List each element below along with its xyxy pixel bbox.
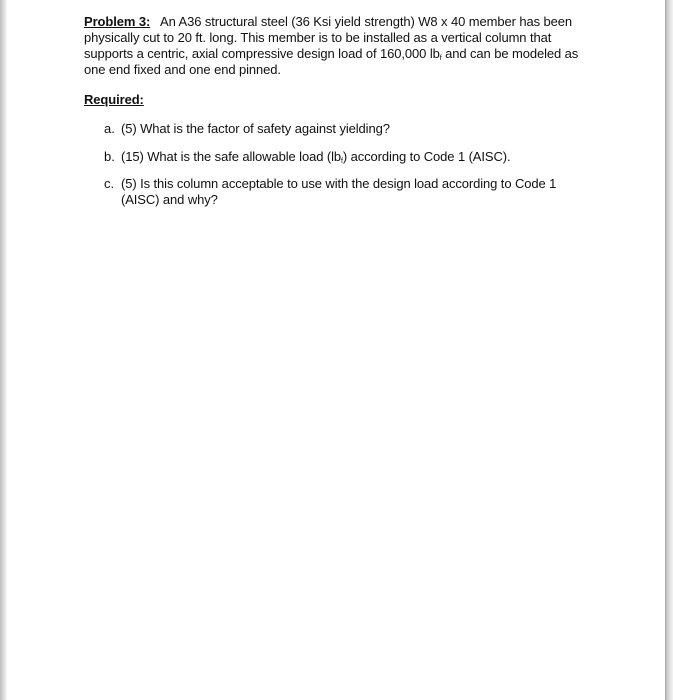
item-b-marker: b. (104, 149, 115, 164)
page-shadow-left (0, 0, 7, 700)
page-shadow-right (665, 0, 673, 700)
unit-subscript: f (341, 158, 343, 165)
item-a-marker: a. (104, 121, 115, 136)
problem-label: Problem 3: (84, 14, 151, 29)
item-c-text: (5) Is this column acceptable to use with the design load according to Code 1 (121, 176, 557, 191)
problem-text: and can be modeled as (441, 46, 579, 61)
item-c-marker: c. (104, 176, 115, 191)
problem-line-1 (84, 14, 572, 30)
required-heading: Required: (84, 92, 144, 107)
item-b-text (121, 149, 511, 170)
problem-text: supports a centric, axial compressive design load of 160,000 lb (84, 46, 440, 61)
item-a-text: (5) What is the factor of safety against yielding? (121, 121, 390, 136)
problem-text: An A36 structural steel (36 Ksi yield strength) W8 x 40 member has been (160, 14, 573, 29)
item-b-text-post: ) according to Code 1 (AISC). (342, 149, 511, 164)
problem-line-4: one end fixed and one end pinned. (84, 62, 281, 77)
item-b-text-pre: (15) What is the safe allowable load (lb (121, 149, 342, 164)
unit-subscript: f (439, 55, 442, 62)
problem-line-2: physically cut to 20 ft. long. This member is to be installed as a vertical column that (84, 30, 552, 45)
item-c-text-2: (AISC) and why? (121, 192, 218, 207)
